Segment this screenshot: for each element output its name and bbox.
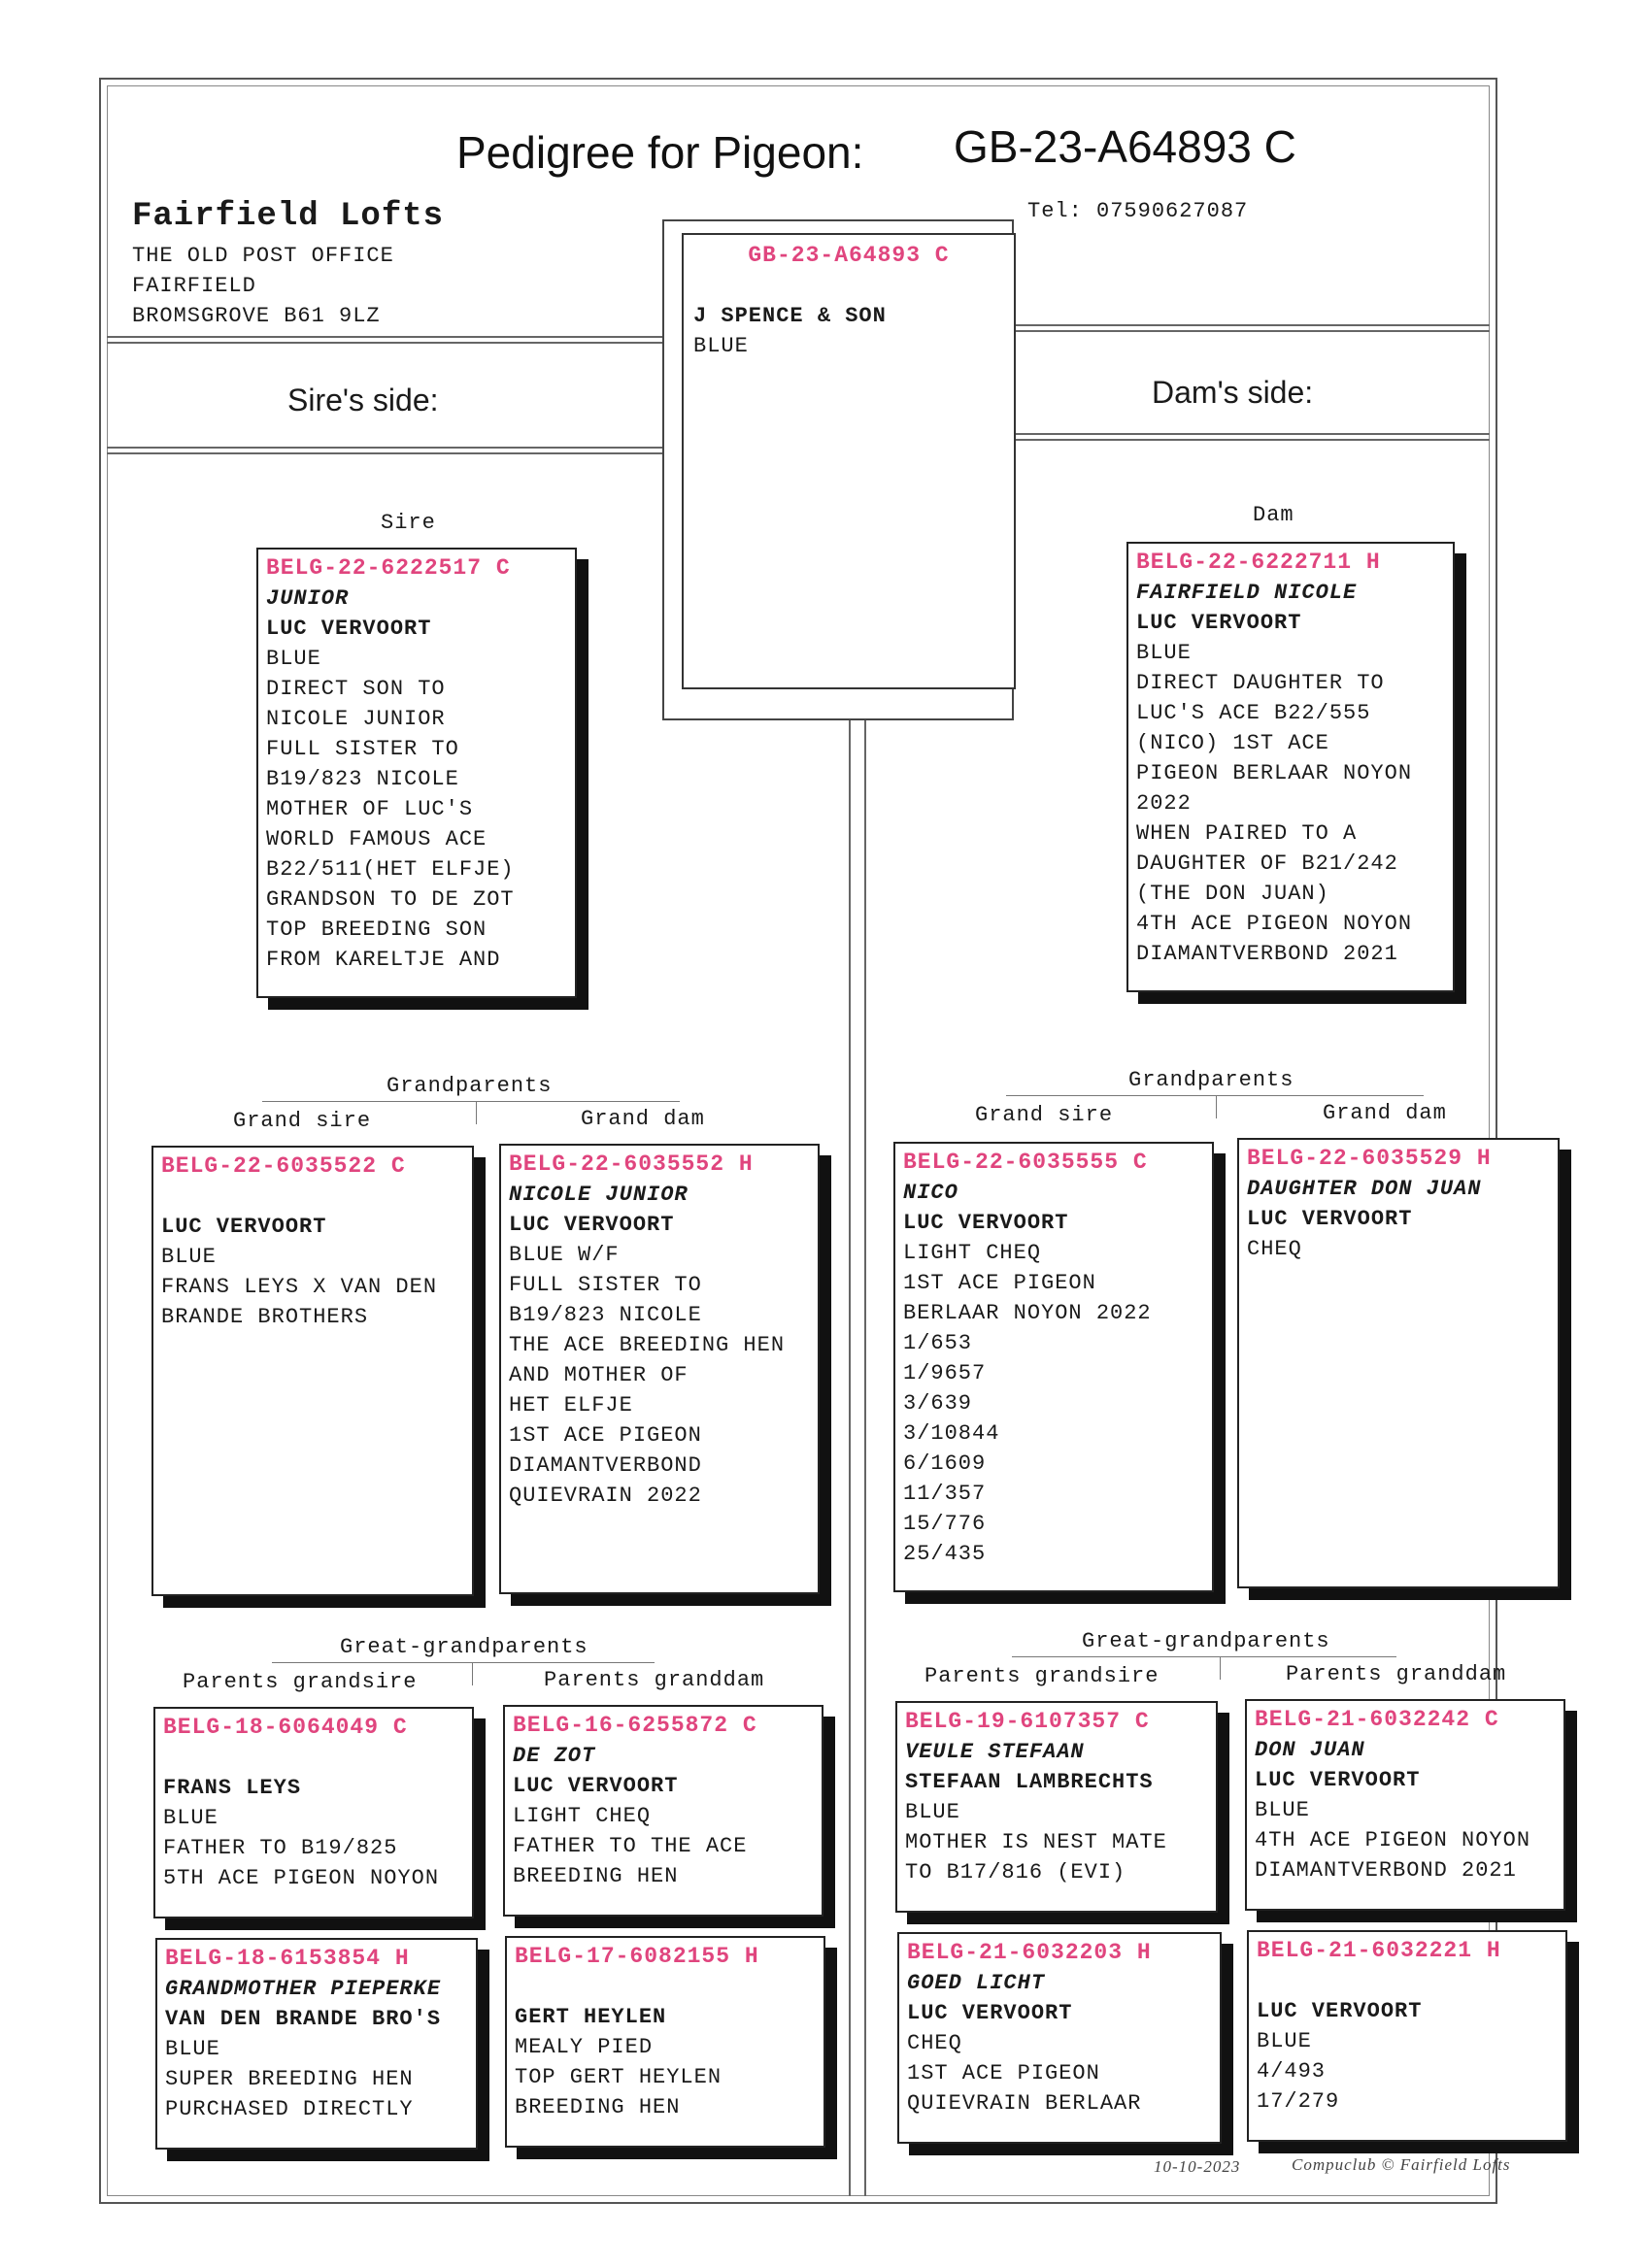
detail-line: BLUE W/F xyxy=(509,1243,620,1267)
detail-line: BLUE xyxy=(905,1800,960,1824)
rule-right-side-2 xyxy=(1014,439,1490,441)
detail-line: (THE DON JUAN) xyxy=(1136,882,1329,906)
grandparents-label-left: Grandparents xyxy=(387,1074,553,1098)
footer-credit: Compuclub © Fairfield Lofts xyxy=(1292,2155,1511,2174)
pigeon-name: DAUGHTER DON JUAN xyxy=(1247,1177,1482,1201)
detail-line: GRANDSON TO DE ZOT xyxy=(266,887,515,912)
breeder-name: GERT HEYLEN xyxy=(515,2005,667,2029)
sire-card xyxy=(256,548,577,998)
address-line-3: BROMSGROVE B61 9LZ xyxy=(132,304,381,328)
detail-line: DIRECT DAUGHTER TO xyxy=(1136,671,1385,695)
dams-side-label: Dam's side: xyxy=(1152,375,1314,410)
detail-line: DAUGHTER OF B21/242 xyxy=(1136,851,1398,876)
detail-line: DIRECT SON TO xyxy=(266,677,446,701)
breeder-name: LUC VERVOORT xyxy=(266,617,432,641)
parents-granddam-label-right: Parents granddam xyxy=(1286,1662,1507,1686)
detail-line: 1/653 xyxy=(903,1331,973,1355)
breeder-name: STEFAAN LAMBRECHTS xyxy=(905,1770,1154,1794)
spacer xyxy=(161,1182,464,1212)
parents-grandsire-label-right: Parents grandsire xyxy=(924,1664,1160,1688)
detail-line: B22/511(HET ELFJE) xyxy=(266,857,515,882)
pigeon-name: DON JUAN xyxy=(1255,1738,1365,1762)
grand-sire-label-left: Grand sire xyxy=(233,1109,372,1133)
detail-line: 1ST ACE PIGEON xyxy=(907,2061,1100,2085)
dam-label: Dam xyxy=(1253,503,1294,527)
ring-number: BELG-18-6153854 H xyxy=(165,1946,410,1971)
detail-line: 3/639 xyxy=(903,1391,973,1416)
sire-label: Sire xyxy=(381,511,436,535)
ring-number: BELG-17-6082155 H xyxy=(515,1944,759,1969)
pigeon-name: DE ZOT xyxy=(513,1744,596,1768)
pigeon-name: NICO xyxy=(903,1181,958,1205)
grandparents-tick-right xyxy=(1216,1095,1217,1118)
subject-owner: J SPENCE & SON xyxy=(693,304,887,328)
detail-line: MOTHER IS NEST MATE xyxy=(905,1830,1167,1854)
grandparents-tick-left xyxy=(476,1101,477,1124)
ggp-rule-left xyxy=(272,1662,655,1663)
breeder-name: LUC VERVOORT xyxy=(1255,1768,1421,1792)
detail-line: BERLAAR NOYON 2022 xyxy=(903,1301,1152,1325)
detail-line: BLUE xyxy=(266,647,321,671)
detail-line: BREEDING HEN xyxy=(515,2095,681,2119)
spacer xyxy=(163,1743,464,1773)
breeder-name: LUC VERVOORT xyxy=(1257,1999,1423,2023)
detail-line: 3/10844 xyxy=(903,1421,1000,1446)
great-granddam-card-3 xyxy=(897,1932,1222,2144)
detail-line: 1ST ACE PIGEON xyxy=(903,1271,1096,1295)
detail-line: (NICO) 1ST ACE xyxy=(1136,731,1329,755)
detail-line: TOP BREEDING SON xyxy=(266,917,487,942)
parents-grandsire-label-left: Parents grandsire xyxy=(183,1670,418,1694)
breeder-name: LUC VERVOORT xyxy=(1247,1207,1413,1231)
detail-line: 2022 xyxy=(1136,791,1192,816)
detail-line: LUC'S ACE B22/555 xyxy=(1136,701,1371,725)
detail-line: HET ELFJE xyxy=(509,1393,633,1418)
page-title-ring: GB-23-A64893 C xyxy=(954,121,1296,172)
detail-line: FATHER TO B19/825 xyxy=(163,1836,398,1860)
rule-left-side xyxy=(107,447,662,449)
center-divider-2 xyxy=(864,720,866,2196)
breeder-name: LUC VERVOORT xyxy=(903,1211,1069,1235)
great-granddam-card-1 xyxy=(155,1938,478,2150)
detail-line: 15/776 xyxy=(903,1512,987,1536)
detail-line: SUPER BREEDING HEN xyxy=(165,2067,414,2091)
ggp-rule-right xyxy=(1012,1656,1396,1657)
grand-sire-label-right: Grand sire xyxy=(975,1103,1114,1127)
detail-line: MEALY PIED xyxy=(515,2035,654,2059)
address-line-2: FAIRFIELD xyxy=(132,274,256,298)
ring-number: BELG-22-6035552 H xyxy=(509,1151,754,1177)
detail-line: WORLD FAMOUS ACE xyxy=(266,827,487,851)
detail-line: 25/435 xyxy=(903,1542,987,1566)
detail-line: QUIEVRAIN BERLAAR xyxy=(907,2091,1142,2116)
detail-line: 11/357 xyxy=(903,1482,987,1506)
grandparents-label-right: Grandparents xyxy=(1128,1068,1294,1092)
ring-number: BELG-22-6222711 H xyxy=(1136,550,1381,575)
detail-line: WHEN PAIRED TO A xyxy=(1136,821,1358,846)
detail-line: NICOLE JUNIOR xyxy=(266,707,446,731)
breeder-name: VAN DEN BRANDE BRO'S xyxy=(165,2007,442,2031)
great-granddam-card-2 xyxy=(505,1936,825,2148)
loft-name: Fairfield Lofts xyxy=(132,198,445,235)
footer-date: 10-10-2023 xyxy=(1154,2157,1241,2176)
pigeon-name: FAIRFIELD NICOLE xyxy=(1136,581,1358,605)
detail-line: BREEDING HEN xyxy=(513,1864,679,1888)
great-grandsire-card-4 xyxy=(1245,1699,1565,1911)
detail-line: TO B17/816 (EVI) xyxy=(905,1860,1126,1884)
ring-number: BELG-22-6035555 C xyxy=(903,1150,1148,1175)
great-granddam-card-4 xyxy=(1247,1930,1567,2142)
great-grandsire-card-2 xyxy=(503,1705,824,1917)
address-line-1: THE OLD POST OFFICE xyxy=(132,244,394,268)
ring-number: BELG-18-6064049 C xyxy=(163,1715,408,1740)
detail-line: FROM KARELTJE AND xyxy=(266,948,501,972)
parents-granddam-label-left: Parents granddam xyxy=(544,1668,765,1692)
detail-line: B19/823 NICOLE xyxy=(509,1303,702,1327)
dam-card xyxy=(1126,542,1455,992)
center-divider xyxy=(849,720,851,2196)
rule-left-header xyxy=(107,336,662,338)
detail-line: AND MOTHER OF xyxy=(509,1363,689,1387)
ring-number: BELG-16-6255872 C xyxy=(513,1713,757,1738)
great-grandsire-card-3 xyxy=(895,1701,1218,1913)
subject-color: BLUE xyxy=(693,334,749,358)
page-title-prefix: Pedigree for Pigeon: xyxy=(456,127,864,178)
pigeon-name: NICOLE JUNIOR xyxy=(509,1183,689,1207)
sires-side-label: Sire's side: xyxy=(287,383,439,417)
ring-number: BELG-22-6222517 C xyxy=(266,555,511,581)
grand-dam-label-left: Grand dam xyxy=(581,1107,705,1131)
subject-ring: GB-23-A64893 C xyxy=(748,243,950,268)
breeder-name: LUC VERVOORT xyxy=(1136,611,1302,635)
rule-left-header-2 xyxy=(107,342,662,344)
grandparents-rule-left xyxy=(262,1101,680,1102)
ggp-tick-left xyxy=(472,1662,473,1685)
grand-dam-card-left xyxy=(499,1144,820,1594)
great-grandsire-card-1 xyxy=(153,1707,474,1918)
breeder-name: FRANS LEYS xyxy=(163,1776,302,1800)
breeder-name: LUC VERVOORT xyxy=(161,1215,327,1239)
detail-line: PURCHASED DIRECTLY xyxy=(165,2097,414,2121)
great-grandparents-label-right: Great-grandparents xyxy=(1082,1629,1330,1653)
detail-line: BLUE xyxy=(1255,1798,1310,1822)
breeder-name: LUC VERVOORT xyxy=(509,1213,675,1237)
detail-line: 1/9657 xyxy=(903,1361,987,1385)
ring-number: BELG-21-6032242 C xyxy=(1255,1707,1499,1732)
breeder-name: LUC VERVOORT xyxy=(907,2001,1073,2025)
rule-right-header xyxy=(1014,324,1490,326)
detail-line: THE ACE BREEDING HEN xyxy=(509,1333,786,1357)
detail-line: PIGEON BERLAAR NOYON xyxy=(1136,761,1413,785)
telephone: Tel: 07590627087 xyxy=(1027,199,1249,223)
detail-line: BLUE xyxy=(1136,641,1192,665)
grand-sire-card-right xyxy=(893,1142,1214,1592)
detail-line: 1ST ACE PIGEON xyxy=(509,1423,702,1448)
grand-dam-label-right: Grand dam xyxy=(1323,1101,1447,1125)
detail-line: BLUE xyxy=(1257,2029,1312,2053)
detail-line: 4/493 xyxy=(1257,2059,1327,2084)
detail-line: BLUE xyxy=(161,1245,217,1269)
ring-number: BELG-22-6035529 H xyxy=(1247,1146,1492,1171)
detail-line: 4TH ACE PIGEON NOYON xyxy=(1255,1828,1531,1852)
detail-line: FATHER TO THE ACE xyxy=(513,1834,748,1858)
detail-line: TOP GERT HEYLEN xyxy=(515,2065,723,2089)
ggp-tick-right xyxy=(1220,1656,1221,1680)
detail-line: CHEQ xyxy=(1247,1237,1302,1261)
detail-line: FULL SISTER TO xyxy=(509,1273,702,1297)
detail-line: MOTHER OF LUC'S xyxy=(266,797,474,821)
ring-number: BELG-21-6032221 H xyxy=(1257,1938,1501,1963)
spacer xyxy=(515,1972,816,2002)
pigeon-name: GOED LICHT xyxy=(907,1971,1046,1995)
rule-left-side-2 xyxy=(107,452,662,454)
rule-right-side xyxy=(1014,433,1490,435)
ring-number: BELG-22-6035522 C xyxy=(161,1153,406,1179)
detail-line: LIGHT CHEQ xyxy=(903,1241,1042,1265)
detail-line: CHEQ xyxy=(907,2031,962,2055)
pigeon-name: GRANDMOTHER PIEPERKE xyxy=(165,1977,442,2001)
detail-line: BLUE xyxy=(163,1806,218,1830)
loft-address xyxy=(132,241,394,331)
detail-line: BLUE xyxy=(165,2037,220,2061)
pigeon-name: VEULE STEFAAN xyxy=(905,1740,1085,1764)
detail-line: FULL SISTER TO xyxy=(266,737,459,761)
detail-line: DIAMANTVERBOND xyxy=(509,1453,702,1478)
ring-number: BELG-19-6107357 C xyxy=(905,1709,1150,1734)
detail-line: DIAMANTVERBOND 2021 xyxy=(1255,1858,1517,1883)
detail-line: DIAMANTVERBOND 2021 xyxy=(1136,942,1398,966)
detail-line: FRANS LEYS X VAN DEN xyxy=(161,1275,438,1299)
detail-line: LIGHT CHEQ xyxy=(513,1804,652,1828)
grand-dam-card-right xyxy=(1237,1138,1560,1588)
subject-box xyxy=(682,233,1016,689)
great-grandparents-label-left: Great-grandparents xyxy=(340,1635,588,1659)
breeder-name: LUC VERVOORT xyxy=(513,1774,679,1798)
detail-line: QUIEVRAIN 2022 xyxy=(509,1484,702,1508)
detail-line: BRANDE BROTHERS xyxy=(161,1305,369,1329)
spacer xyxy=(1257,1966,1558,1996)
grand-sire-card-left xyxy=(151,1146,474,1596)
rule-right-header-2 xyxy=(1014,330,1490,332)
detail-line: 4TH ACE PIGEON NOYON xyxy=(1136,912,1413,936)
ring-number: BELG-21-6032203 H xyxy=(907,1940,1152,1965)
detail-line: 17/279 xyxy=(1257,2089,1340,2114)
pigeon-name: JUNIOR xyxy=(266,586,350,611)
detail-line: B19/823 NICOLE xyxy=(266,767,459,791)
detail-line: 6/1609 xyxy=(903,1451,987,1476)
detail-line: 5TH ACE PIGEON NOYON xyxy=(163,1866,440,1890)
grandparents-rule-right xyxy=(1006,1095,1424,1096)
